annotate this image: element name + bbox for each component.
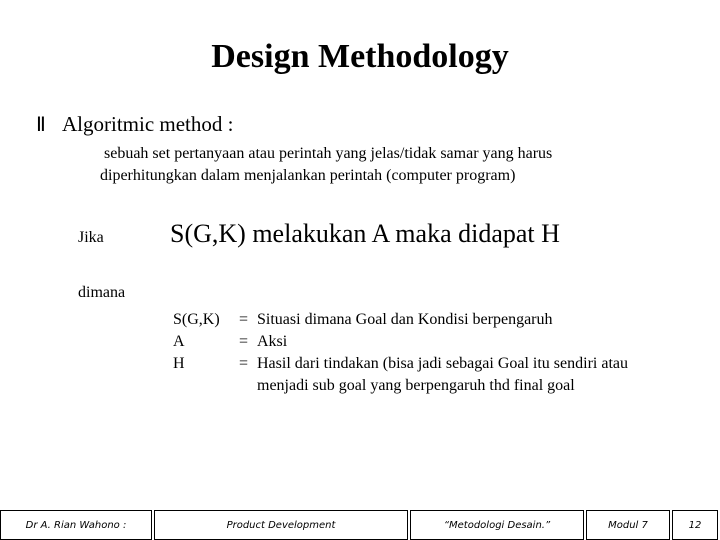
description-line-2: diperhitungkan dalam menjalankan perintah (computer program) bbox=[100, 167, 516, 184]
definition-text: Hasil dari tindakan (bisa jadi sebagai Goal itu sendiri atau bbox=[257, 355, 628, 372]
description-line-1: sebuah set pertanyaan atau perintah yang jelas/tidak samar yang harus bbox=[104, 145, 553, 162]
footer-page-number: 12 bbox=[672, 510, 718, 540]
footer-module: Modul 7 bbox=[586, 510, 670, 540]
definition-symbol: S(G,K) bbox=[173, 311, 220, 328]
definition-symbol: A bbox=[173, 333, 185, 350]
slide-title: Design Methodology bbox=[211, 38, 509, 75]
footer-author: Dr A. Rian Wahono : bbox=[0, 510, 152, 540]
slide-footer bbox=[0, 510, 720, 540]
jika-label: Jika bbox=[78, 229, 104, 246]
roman-numeral-bullet-icon: Ⅱ bbox=[36, 114, 46, 136]
definition-text: Situasi dimana Goal dan Kondisi berpengaruh bbox=[257, 311, 553, 328]
description bbox=[100, 143, 660, 187]
definition-symbol: H bbox=[173, 355, 185, 372]
dimana-label: dimana bbox=[78, 284, 126, 301]
definition-equals: = bbox=[239, 355, 249, 372]
footer-topic: “Metodologi Desain.” bbox=[410, 510, 584, 540]
formula: S(G,K) melakukan A maka didapat H bbox=[170, 219, 560, 248]
definition-equals: = bbox=[239, 311, 249, 328]
definition-text: Aksi bbox=[257, 333, 288, 350]
definition-text-continued: menjadi sub goal yang berpengaruh thd final goal bbox=[257, 377, 575, 394]
definition-equals: = bbox=[239, 333, 249, 350]
footer-course: Product Development bbox=[154, 510, 408, 540]
bullet-heading: Algoritmic method : bbox=[62, 112, 234, 136]
